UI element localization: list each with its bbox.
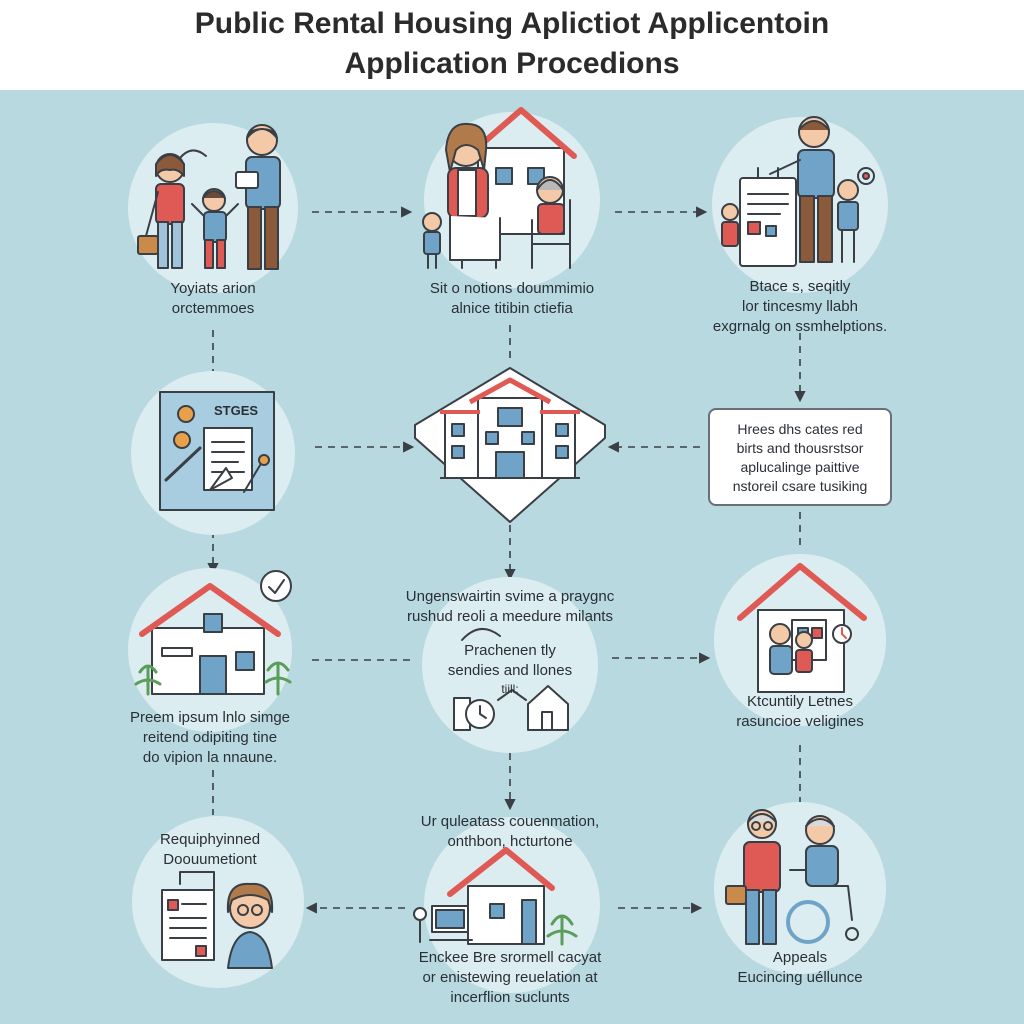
step-7-line-1: Preem ipsum lnlo simge [129,709,291,726]
diagram-graphics [0,90,1024,1024]
step-11-bottom-caption [360,948,660,1008]
step-10-caption [110,830,310,870]
step-7-line-3: do vipion la nnaune. [142,749,278,766]
document-board-icon [712,117,888,293]
step-8-caption [370,587,650,627]
step-3-line-3: exgrnalg on ssmhelptions. [712,318,888,335]
page-title-line-1: Public Rental Housing Aplictiot Applicentoin [194,7,830,40]
step-6-line-1: Hrees dhs cates red [737,421,863,437]
step-2-line-1: Sit o notions doummimio [429,280,595,297]
step-3-line-1: Btace s, seqitly [749,278,851,295]
step-11-bottom-line-3: incerflion suclunts [450,989,570,1006]
step-6-info-box [708,408,892,506]
step-2-line-2: alnice titibin ctiefia [451,300,573,317]
step-6-line-4: nstoreil csare tusiking [732,478,868,494]
step-7-caption [90,708,330,768]
stages-form-icon [131,371,295,535]
step-11-caption [370,812,650,852]
stages-label: STGES [214,403,259,418]
step-12-caption [700,948,900,988]
page-title-line-2: Application Procedions [344,47,680,80]
step-8-line-2: rushud reoli a meedure milants [407,608,613,625]
family-icon [128,123,298,293]
step-1-line-2: orctemmoes [171,300,255,317]
step-1-caption [103,279,323,319]
step-6-line-3: aplucalinge paittive [740,459,860,475]
step-9-line-1: Ktcuntily Letnes [747,693,853,710]
step-7-line-2: reitend odipiting tine [142,729,278,746]
central-building-icon [415,368,605,522]
step-11-bottom-line-2: or enistewing reuelation at [422,969,598,986]
step-8-inner-caption [430,641,590,697]
diagram-canvas [0,90,1024,1024]
step-10-line-2: Doouumetiont [163,851,257,868]
step-1-line-1: Yoyiats arion [170,280,256,297]
step-11-line-1: Ur quleatass couenmation, [420,813,600,830]
step-12-line-2: Eucincing uéllunce [737,969,863,986]
step-12-line-1: Appeals [772,949,828,966]
step-8-line-1: Ungenswairtin svime a praygnc [405,588,615,605]
step-8-inner-line-1: Prachenen tly [464,642,556,659]
title-bar [0,0,1024,90]
step-9-caption [700,692,900,732]
step-9-line-2: rasuncioe veligines [736,713,864,730]
step-11-line-2: onthbon, hcturtone [447,833,573,850]
step-6-line-2: birts and thousrstsor [736,440,864,456]
step-8-inner-small: tiill: [501,682,519,696]
step-8-inner-line-2: sendies and llones [447,662,573,679]
step-2-caption [372,279,652,319]
house-family-icon [423,110,600,288]
step-11-bottom-line-1: Enckee Bre srormell cacyat [418,949,602,966]
step-3-line-2: lor tincesmy llabh [742,298,858,315]
step-3-caption [680,277,920,337]
step-10-line-1: Requiphyinned [159,831,261,848]
